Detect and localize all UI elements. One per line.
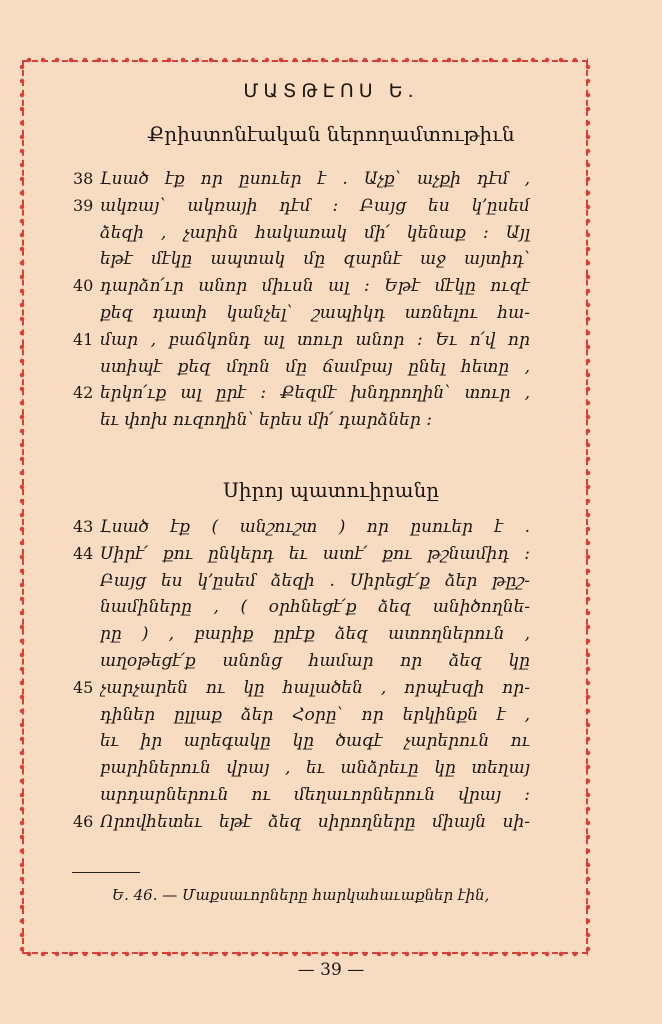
- footnote-rule: [72, 872, 140, 873]
- verse-number: 46: [73, 812, 94, 831]
- text-line: ձեզի , չարին հակառակ մի՛ կենաք ։ Այլ: [100, 222, 530, 243]
- text-line: արդարներուն ու մեղաւորներուն վրայ ։: [100, 784, 530, 805]
- text-line: դիներ ըլլաք ձեր Հօրը՝ որ երկինքն է ,: [100, 704, 530, 725]
- text-line: երկո՛ւք ալ ըրէ ։ Քեզմէ խնդրողին՝ տուր ,: [100, 383, 530, 404]
- text-line: ակռայ՝ ակռայի դէմ ։ Բայց ես կ՚ըսեմ: [100, 195, 530, 216]
- text-line: եւ իր արեգակը կը ծագէ չարերուն ու: [100, 731, 530, 752]
- section-heading-forgiveness: Քրիստոնէական ներողամտութիւն: [147, 122, 515, 146]
- text-line: եթէ մէկը ապտակ մը զարնէ աջ այտիդ՝: [100, 249, 530, 270]
- text-line: նամիները , ( օրհնեցէ՛ք ձեզ անիծողնե-: [100, 597, 530, 618]
- border-top-ornament: [22, 57, 588, 63]
- text-line: մար , բաճկոնդ ալ տուր անոր ։ Եւ ո՛վ որ: [100, 329, 530, 350]
- text-line: դարձո՛ւր անոր միւսն ալ ։ Եթէ մէկը ուզէ: [100, 276, 530, 297]
- verse-number: 44: [73, 544, 94, 563]
- text-line: րը ) , բարիք ըրէք ձեզ ատողներուն ,: [100, 624, 530, 645]
- text-line: Լսած էք ( անշուշտ ) որ ըսուեր է .: [100, 517, 530, 537]
- text-line: Բայց ես կ՚ըսեմ ձեզի . Սիրեցէ՛ք ձեր թըշ-: [100, 570, 530, 591]
- verse-number: 38: [73, 169, 94, 188]
- border-bottom-ornament: [22, 951, 588, 957]
- text-line: քեզ դատի կանչել՝ շապիկդ առնելու հա-: [100, 302, 530, 323]
- section1-text: [100, 166, 530, 434]
- text-line: Սիրէ՛ քու ընկերդ եւ ատէ՛ քու թշնամիդ ։: [100, 543, 530, 564]
- verse-number: 45: [73, 678, 94, 697]
- text-line: Լսած էք որ ըսուեր է . Աչք՝ աչքի դէմ ,: [100, 169, 530, 189]
- border-left-ornament: [19, 60, 25, 954]
- text-line: ստիպէ քեզ մղոն մը ճամբայ ընել հետը ,: [100, 356, 530, 377]
- text-line: բարիներուն վրայ , եւ անձրեւը կը տեղայ: [100, 758, 530, 779]
- page-number: — 39 —: [297, 960, 365, 980]
- border-right-ornament: [585, 60, 591, 954]
- verse-number: 41: [73, 330, 94, 349]
- text-line: չարչարեն ու կը հալածեն , որպէսզի որ-: [100, 677, 530, 698]
- running-header: ՄԱՏԹԷՈՍ Ե.: [243, 80, 419, 102]
- text-line: Որովհետեւ եթէ ձեզ սիրողները միայն սի-: [100, 811, 530, 832]
- text-line: աղօթեցէ՛ք անոնց համար որ ձեզ կը: [100, 650, 530, 671]
- footnote: Ե. 46. — Մաքսաւորները հարկահաւաքներ էին,: [112, 886, 490, 904]
- verse-number: 43: [73, 517, 94, 536]
- verse-number: 42: [73, 383, 94, 402]
- verse-number: 40: [73, 276, 94, 295]
- verse-number: 39: [73, 196, 94, 215]
- section2-text: [100, 514, 530, 836]
- section-heading-love: Սիրոյ պատուիրանը: [222, 478, 440, 502]
- text-line: եւ փոխ ուզողին՝ երես մի՛ դարձներ ։: [100, 410, 432, 431]
